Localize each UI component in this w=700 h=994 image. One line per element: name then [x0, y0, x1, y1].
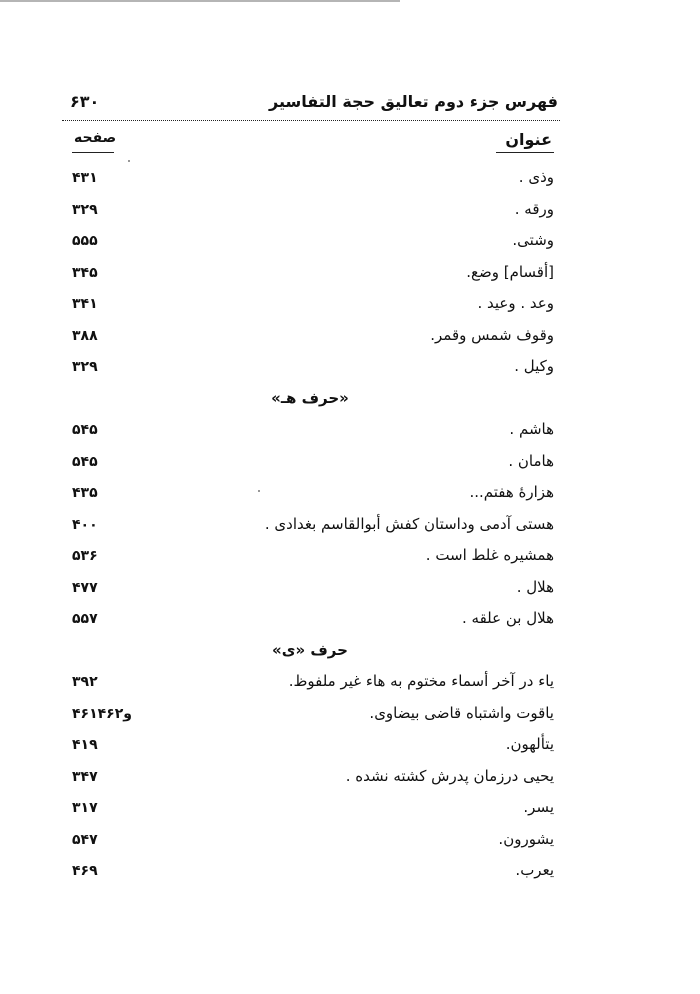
index-entry: [60, 509, 560, 541]
index-entries: [60, 162, 560, 887]
index-entry: [60, 414, 560, 446]
entry-page-number: ۴۰۰: [72, 516, 98, 533]
entry-page-number: ۴۶۱و۴۶۲: [72, 705, 132, 722]
entry-title: هزارهٔ هفتم...: [469, 483, 554, 501]
entry-page-number: ۳۲۹: [72, 359, 98, 375]
entry-title: یاء در آخر أسماء مختوم به هاء غیر ملفوظ.: [288, 672, 554, 690]
entry-title: یشورون.: [498, 829, 554, 848]
page-heading-underline: [72, 152, 114, 153]
section-heading-label: حرف «ی»: [272, 640, 348, 659]
index-entry: [60, 792, 560, 824]
entry-page-number: ۳۹۲: [72, 674, 98, 690]
entry-page-number: ۳۸۸: [72, 327, 98, 344]
scan-speck: [258, 490, 260, 492]
entry-page-number: ۳۴۱: [72, 296, 98, 312]
index-entry: [60, 477, 560, 509]
index-entry: [60, 194, 560, 226]
entry-title: [أقسام] وضع.: [466, 262, 554, 281]
index-entry: [60, 257, 560, 289]
index-entry: [60, 855, 560, 887]
index-entry: [60, 698, 560, 730]
entry-title: هلال بن علقه .: [462, 609, 554, 627]
entry-title: وشتی.: [512, 231, 554, 249]
index-entry: [60, 320, 560, 352]
entry-page-number: ۵۳۶: [72, 548, 98, 564]
index-entry: [60, 162, 560, 194]
entry-page-number: ۴۱۹: [72, 737, 98, 753]
running-header: [70, 92, 558, 118]
section-heading-label: «حرف هـ»: [271, 388, 349, 407]
entry-page-number: ۵۵۵: [72, 233, 98, 249]
entry-title: یحیی درزمان پدرش کشته نشده .: [345, 766, 554, 785]
entry-title: همشیره غلط است .: [425, 546, 554, 564]
entry-page-number: ۵۵۷: [72, 611, 98, 627]
entry-page-number: ۵۴۷: [72, 831, 98, 848]
entry-page-number: ۳۱۷: [72, 800, 98, 816]
entry-page-number: ۳۲۹: [72, 201, 98, 218]
entry-page-number: ۵۴۵: [72, 453, 98, 470]
entry-title: هاشم .: [509, 420, 554, 438]
index-entry: [60, 540, 560, 572]
entry-title: یعرب.: [515, 861, 554, 879]
entry-page-number: ۵۴۵: [72, 422, 98, 438]
index-entry: [60, 351, 560, 383]
index-entry: [60, 603, 560, 635]
entry-page-number: ۳۴۷: [72, 768, 98, 785]
index-entry: [60, 225, 560, 257]
index-entry: [60, 288, 560, 320]
page-column-heading: صفحه: [74, 130, 117, 146]
index-entry: [60, 572, 560, 604]
section-heading: [60, 383, 560, 415]
entry-title: وکیل .: [514, 357, 554, 375]
entry-title: وقوف شمس وقمر.: [430, 325, 554, 344]
running-title: فهرس جزء دوم تعالیق حجة التفاسیر: [268, 92, 558, 111]
index-entry: [60, 446, 560, 478]
page-number: ۶۳۰: [70, 92, 100, 111]
entry-page-number: ۳۴۵: [72, 264, 98, 281]
header-dotted-rule: [62, 120, 560, 121]
index-entry: [60, 761, 560, 793]
entry-title: وعد . وعید .: [477, 294, 554, 312]
entry-title: هامان .: [508, 451, 554, 470]
entry-page-number: ۴۳۱: [72, 170, 98, 186]
entry-page-number: ۴۳۵: [72, 485, 98, 501]
index-entry: [60, 824, 560, 856]
title-column-heading: عنوان: [505, 130, 552, 149]
entry-title: هستی آدمی وداستان کفش أبوالقاسم بغدادی .: [264, 514, 554, 533]
scan-top-edge: [0, 0, 400, 2]
index-entry: [60, 729, 560, 761]
scan-speck: [128, 160, 130, 162]
entry-title: یتألهون.: [505, 735, 554, 753]
entry-title: وذی .: [518, 168, 554, 186]
entry-title: هلال .: [516, 577, 554, 596]
entry-title: یسر.: [523, 798, 554, 816]
title-heading-underline: [496, 152, 554, 153]
entry-page-number: ۴۶۹: [72, 863, 98, 879]
entry-page-number: ۴۷۷: [72, 579, 98, 596]
entry-title: ورقه .: [514, 199, 554, 218]
index-entry: [60, 666, 560, 698]
entry-title: یاقوت واشتباه قاضی بیضاوی.: [369, 703, 554, 722]
section-heading: [60, 635, 560, 667]
